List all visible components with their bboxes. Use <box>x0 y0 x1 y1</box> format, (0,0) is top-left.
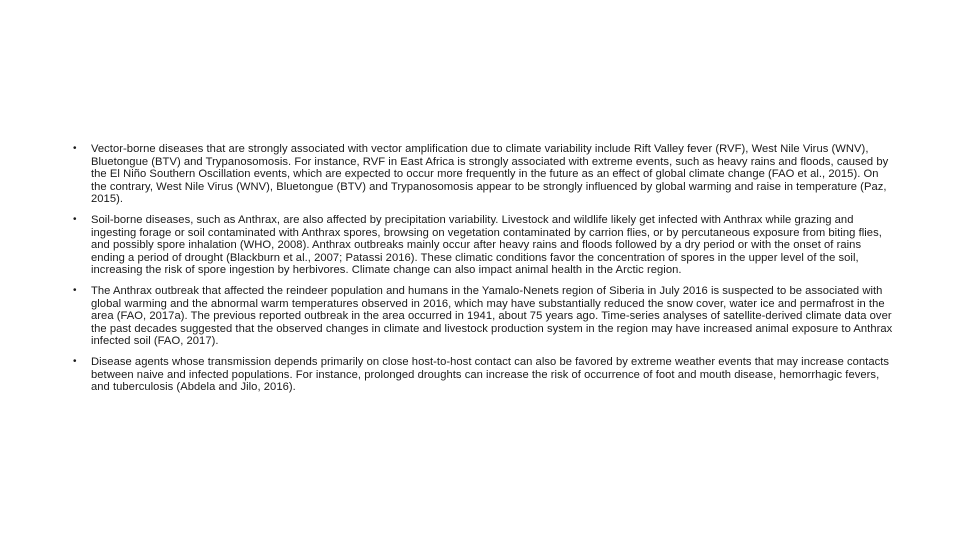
bullet-marker: • <box>73 355 77 367</box>
bullet-item-host-contact <box>73 356 893 394</box>
bullet-marker: • <box>73 213 77 225</box>
bullet-item-anthrax-outbreak <box>73 285 893 348</box>
bullet-marker: • <box>73 284 77 296</box>
bullet-list <box>73 143 893 402</box>
bullet-text: Soil-borne diseases, such as Anthrax, are also affected by precipitation variability. Livestock and wildlife likely get infected with Anthrax while grazing and ingesting forage or soil contaminated with Anthrax spores, browsing on vegetation contaminated by carrion flies, or by percutaneous exposure from biting flies, and possibly spore inhalation (WHO, 2008). Anthrax outbreaks mainly occur after heavy rains and floods followed by a dry period or with the onset of rains ending a period of drought (Blackburn et al., 2007; Patassi 2016). These climatic conditions favor the concentration of spores in the upper level of the soil, increasing the risk of spore ingestion by herbivores. Climate change can also impact animal health in the Arctic region. <box>91 213 882 277</box>
bullet-item-soil-borne <box>73 214 893 277</box>
bullet-item-vector-borne <box>73 143 893 206</box>
bullet-marker: • <box>73 143 77 154</box>
bullet-text: The Anthrax outbreak that affected the reindeer population and humans in the Yamalo-Nenets region of Siberia in July 2016 is suspected to be associated with global warming and the abnormal warm temperatures observed in 2016, which may have substantially reduced the snow cover, water ice and permafrost in the area (FAO, 2017a). The previous reported outbreak in the area occurred in 1941, about 75 years ago. Time-series analyses of satellite-derived climate data over the past decades suggested that the observed changes in climate and livestock production system in the region may have increased animal exposure to Anthrax infected soil (FAO, 2017). <box>91 284 893 348</box>
bullet-text: Vector-borne diseases that are strongly associated with vector amplification due to climate variability include Rift Valley fever (RVF), West Nile Virus (WNV), Bluetongue (BTV) and Trypanosomosis. For instance, RVF in East Africa is strongly associated with extreme events, such as heavy rains and floods, caused by the El Niño Southern Oscillation events, which are expected to occur more frequently in the future as an effect of global climate change (FAO et al., 2015). On the contrary, West Nile Virus (WNV), Bluetongue (BTV) and Trypanosomosis appear to be strongly influenced by global warming and raise in temperature (Paz, 2015). <box>91 143 889 206</box>
bullet-text: Disease agents whose transmission depends primarily on close host-to-host contact can also be favored by extreme weather events that may increase contacts between naive and infected populations. For instance, prolonged droughts can increase the risk of occurrence of foot and mouth disease, hemorrhagic fevers, and tuberculosis (Abdela and Jilo, 2016). <box>91 355 890 394</box>
